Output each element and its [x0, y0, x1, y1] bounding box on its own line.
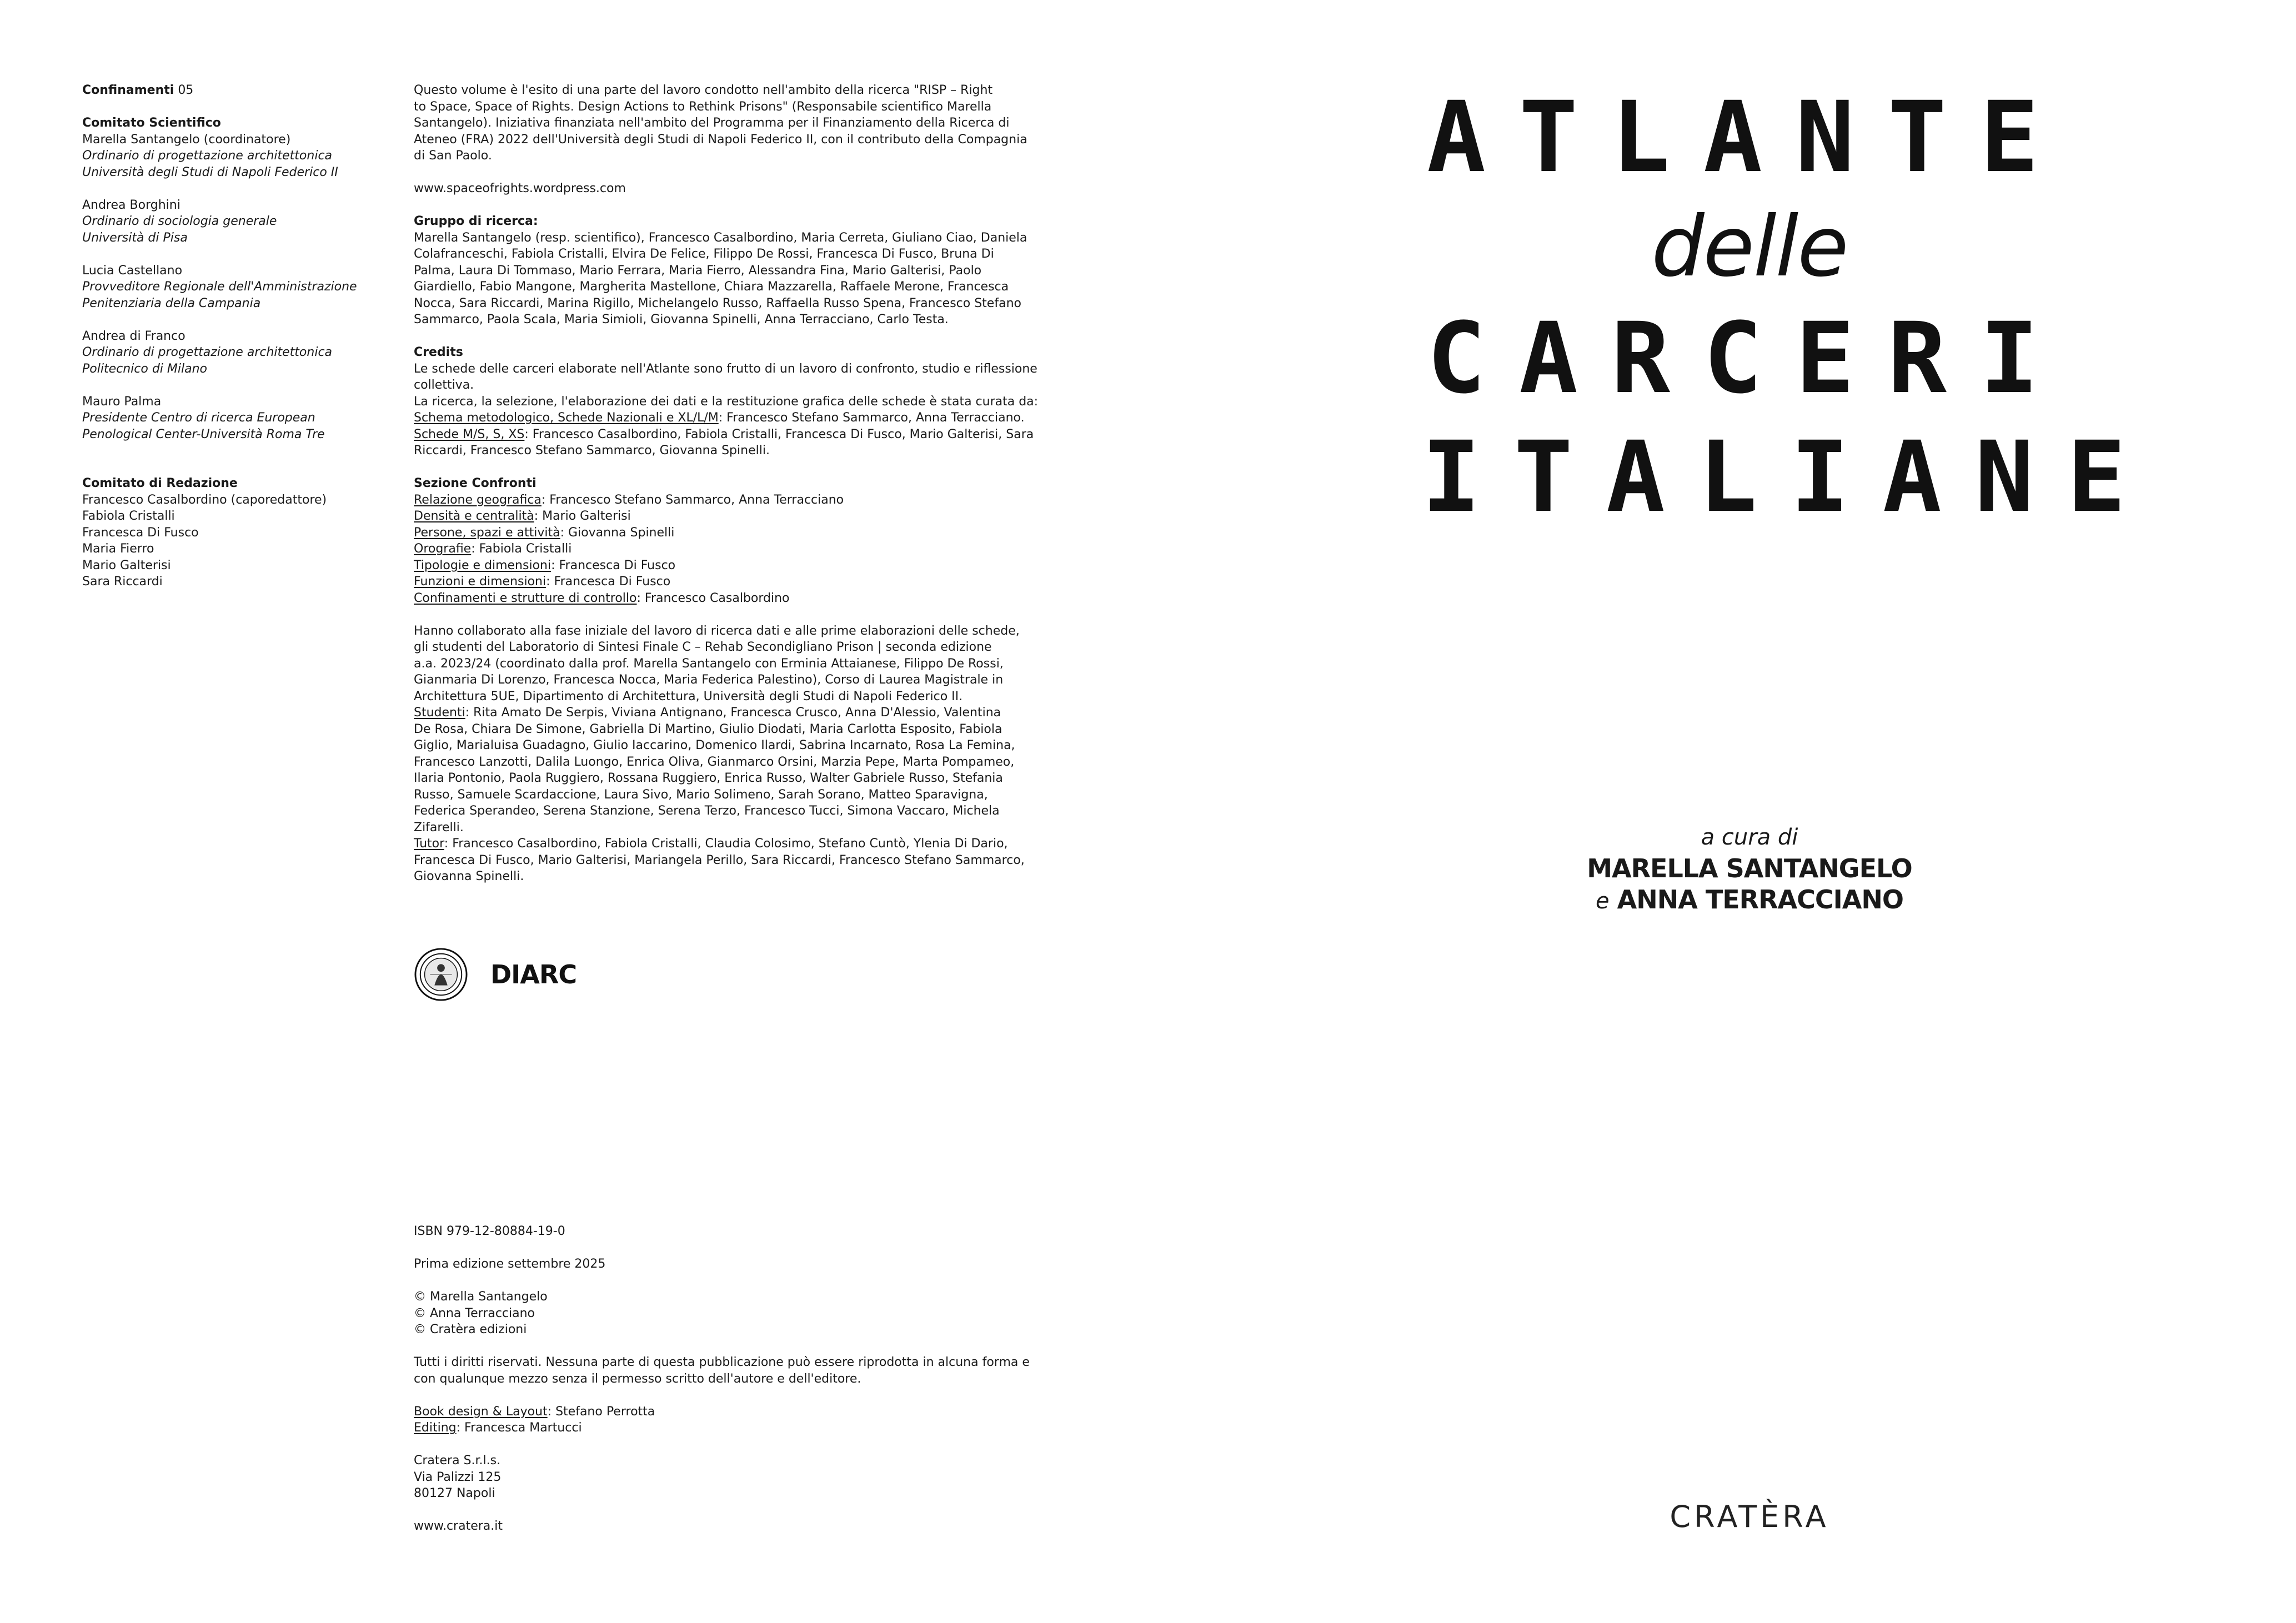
curators — [1500, 822, 1999, 917]
text-line: Russo, Samuele Scardaccione, Laura Sivo, Mario Solimeno, Sarah Sorano, Matteo Sparavigna, — [414, 787, 988, 802]
confronti-label: Persone, spazi e attività — [414, 525, 560, 540]
member-role: Penological Center-Università Roma Tre — [82, 427, 325, 441]
member-role: Provveditore Regionale dell'Amministrazione — [82, 280, 357, 294]
credits-column — [414, 82, 1052, 885]
confronti-text: : Giovanna Spinelli — [560, 525, 675, 540]
confronti-text: : Francesco Casalbordino — [636, 591, 790, 605]
edition: Prima edizione settembre 2025 — [414, 1257, 606, 1271]
credit-role — [414, 410, 1052, 426]
copyright-line: © Marella Santangelo — [414, 1290, 548, 1304]
confronti-item — [414, 541, 1052, 557]
credits-section — [414, 344, 1052, 459]
committee-column — [82, 82, 382, 590]
credit-role — [414, 426, 1052, 443]
address-line: Cratera S.r.l.s. — [414, 1454, 501, 1468]
text-line: Francesco Lanzotti, Dalila Luongo, Enrica Oliva, Gianmarco Orsini, Marzia Pepe, Marta Pompameo, — [414, 755, 1015, 769]
tutor-label: Tutor — [414, 837, 444, 851]
text-line: La ricerca, la selezione, l'elaborazione dei dati e la restituzione grafica delle schede è stata curata da: — [414, 394, 1039, 409]
text-line: Federica Sperandeo, Serena Stanzione, Serena Terzo, Francesco Tucci, Simona Vaccaro, Michela — [414, 804, 1000, 818]
confronti-label: Tipologie e dimensioni — [414, 558, 552, 572]
credit-role-text: : Francesco Stefano Sammarco, Anna Terracciano. — [718, 411, 1025, 425]
editorial-member: Francesca Di Fusco — [82, 525, 199, 540]
students-label: Studenti — [414, 706, 465, 720]
editorial-member: Mario Galterisi — [82, 558, 171, 572]
editorial-member: Francesco Casalbordino (caporedattore) — [82, 493, 327, 507]
address-line: Via Palizzi 125 — [414, 1470, 502, 1484]
credit-role-label: Schema metodologico, Schede Nazionali e XL/L/M — [414, 411, 719, 425]
confronti-label: Confinamenti e strutture di controllo — [414, 591, 637, 605]
project-website-link[interactable]: www.spaceofrights.wordpress.com — [414, 182, 626, 195]
member-name: Mauro Palma — [82, 394, 162, 409]
text-line: Santangelo). Iniziativa finanziata nell'ambito del Programma per il Finanziamento della Ricerca di — [414, 116, 1010, 130]
confronti-item — [414, 557, 1052, 574]
publisher-website-link[interactable]: www.cratera.it — [414, 1519, 503, 1533]
text-line: to Space, Space of Rights. Design Actions to Rethink Prisons" (Responsabile scientifico Marella — [414, 99, 992, 114]
research-group — [414, 213, 1052, 328]
design-line — [414, 1404, 1052, 1420]
university-seal-icon — [414, 947, 468, 1002]
confronti-item — [414, 525, 1052, 541]
text-line: Hanno collaborato alla fase iniziale del lavoro di ricerca dati e alle prime elaborazioni delle schede, — [414, 624, 1020, 638]
text-line: Giovanna Spinelli. — [414, 870, 524, 883]
member-role: Università di Pisa — [82, 230, 188, 245]
text-line: di San Paolo. — [414, 149, 492, 163]
text-line: Nocca, Sara Riccardi, Marina Rigillo, Michelangelo Russo, Raffaella Russo Spena, Francesco Stefano — [414, 296, 1021, 310]
title-line-delle: delle — [1651, 199, 1848, 295]
committee-member — [82, 328, 382, 378]
text-line: Architettura 5UE, Dipartimento di Architettura, Università degli Studi di Napoli Federico II. — [414, 689, 963, 704]
copyright-line: © Anna Terracciano — [414, 1306, 535, 1320]
book-title — [1422, 81, 2159, 534]
address-line: 80127 Napoli — [414, 1486, 495, 1500]
member-name: Andrea Borghini — [82, 198, 181, 212]
series-label: Confinamenti — [82, 83, 174, 97]
text-line: Gianmaria Di Lorenzo, Francesca Nocca, Maria Federica Palestino), Corso di Laurea Magistrale in — [414, 673, 1004, 687]
text-line: Giardiello, Fabio Mangone, Margherita Mastellone, Chiara Mazzarella, Raffaele Merone, Francesca — [414, 280, 1009, 294]
copyright-line: © Cratèra edizioni — [414, 1323, 527, 1336]
students-line — [414, 705, 1052, 721]
confronti-label: Orografie — [414, 542, 472, 556]
intro-paragraph — [414, 82, 1052, 164]
text-line: : Francesco Casalbordino, Fabiola Cristalli, Claudia Colosimo, Stefano Cuntò, Ylenia Di Dario, — [444, 837, 1008, 851]
credit-role-text: : Francesco Casalbordino, Fabiola Cristalli, Francesca Di Fusco, Mario Galterisi, Sara — [524, 427, 1034, 441]
member-name: Marella Santangelo (coordinatore) — [82, 132, 291, 147]
design-text: : Stefano Perrotta — [547, 1404, 655, 1419]
title-line-atlante: ATLANTE — [1427, 81, 2072, 194]
text-line: gli studenti del Laboratorio di Sintesi Finale C – Rehab Secondigliano Prison | seconda edizione — [414, 640, 992, 654]
committee-member — [82, 394, 382, 443]
text-line: con qualunque mezzo senza il permesso scritto dell'autore e dell'editore. — [414, 1371, 861, 1386]
text-line: a.a. 2023/24 (coordinato dalla prof. Marella Santangelo con Erminia Attaianese, Filippo De Rossi, — [414, 656, 1004, 671]
member-role: Penitenziaria della Campania — [82, 296, 261, 310]
rights-notice — [414, 1354, 1052, 1387]
text-line: Palma, Laura Di Tommaso, Mario Ferrara, Maria Fierro, Alessandra Fina, Mario Galterisi, Paolo — [414, 263, 982, 278]
editorial-member: Fabiola Cristalli — [82, 509, 175, 523]
tutor-line — [414, 836, 1052, 852]
curator-name: MARELLA SANTANGELO — [1587, 853, 1912, 883]
confronti-text: : Francesca Di Fusco — [551, 558, 676, 572]
text-line: : Rita Amato De Serpis, Viviana Antignano, Francesca Crusco, Anna D'Alessio, Valentina — [465, 706, 1001, 720]
text-line: De Rosa, Chiara De Simone, Gabriella Di Martino, Giulio Diodati, Maria Carlotta Esposito, Fabiola — [414, 722, 1002, 736]
text-line: Marella Santangelo (resp. scientifico), Francesco Casalbordino, Maria Cerreta, Giuliano Ciao, Daniela — [414, 230, 1027, 245]
confronti-section — [414, 475, 1052, 606]
credits-heading: Credits — [414, 345, 463, 359]
title-line-carceri: CARCERI — [1427, 302, 2072, 415]
series-line — [82, 82, 382, 99]
confronti-item — [414, 590, 1052, 607]
design-label: Book design & Layout — [414, 1404, 548, 1419]
committee-member — [82, 197, 382, 247]
member-role: Politecnico di Milano — [82, 361, 207, 376]
member-role: Ordinario di sociologia generale — [82, 214, 277, 228]
text-line: Riccardi, Francesco Stefano Sammarco, Giovanna Spinelli. — [414, 444, 770, 458]
editing-label: Editing — [414, 1421, 457, 1435]
text-line: Le schede delle carceri elaborate nell'Atlante sono frutto di un lavoro di confronto, studio e riflessione — [414, 361, 1037, 376]
scientific-committee — [82, 115, 382, 180]
confronti-item — [414, 574, 1052, 590]
confronti-heading: Sezione Confronti — [414, 476, 537, 490]
member-name: Andrea di Franco — [82, 329, 186, 343]
member-role: Presidente Centro di ricerca European — [82, 411, 315, 425]
editorial-member: Maria Fierro — [82, 542, 154, 556]
scientific-heading: Comitato Scientifico — [82, 116, 221, 130]
diarc-logo: DIARC — [490, 959, 577, 989]
text-line: Tutti i diritti riservati. Nessuna parte di questa pubblicazione può essere riprodotta in alcuna forma e — [414, 1355, 1030, 1369]
publisher-logo: CRATÈRA — [1670, 1499, 1829, 1534]
publisher-address — [414, 1453, 1052, 1502]
colophon — [414, 1223, 1052, 1535]
editorial-member: Sara Riccardi — [82, 575, 163, 589]
member-role: Ordinario di progettazione architettonica — [82, 149, 333, 163]
curator-name: ANNA TERRACCIANO — [1617, 885, 1903, 914]
credit-role-label: Schede M/S, S, XS — [414, 427, 525, 441]
confronti-item — [414, 508, 1052, 525]
confronti-label: Funzioni e dimensioni — [414, 575, 547, 589]
isbn: ISBN 979-12-80884-19-0 — [414, 1224, 565, 1238]
member-role: Ordinario di progettazione architettonica — [82, 345, 333, 359]
text-line: Zifarelli. — [414, 820, 464, 835]
member-name: Lucia Castellano — [82, 263, 183, 278]
text-line: Giglio, Marialuisa Guadagno, Giulio Iaccarino, Domenico Ilardi, Sabrina Incarnato, Rosa La Femina, — [414, 738, 1015, 752]
confronti-item — [414, 492, 1052, 509]
confronti-text: : Mario Galterisi — [534, 509, 631, 523]
confronti-text: : Francesco Stefano Sammarco, Anna Terracciano — [541, 493, 844, 507]
design-credits — [414, 1404, 1052, 1436]
confronti-text: : Fabiola Cristalli — [471, 542, 572, 556]
collaborators-section — [414, 623, 1052, 885]
confronti-label: Relazione geografica — [414, 493, 542, 507]
text-line: Sammarco, Paola Scala, Maria Simioli, Giovanna Spinelli, Anna Terracciano, Carlo Testa. — [414, 313, 949, 326]
text-line: Ilaria Pontonio, Paola Ruggiero, Rossana Ruggiero, Enrica Russo, Walter Gabriele Russo, Stefania — [414, 771, 1003, 785]
institution-logos — [414, 947, 576, 1002]
member-role: Università degli Studi di Napoli Federico II — [82, 165, 338, 179]
text-line: Questo volume è l'esito di una parte del lavoro condotto nell'ambito della ricerca "RISP – Right — [414, 83, 993, 97]
series-number: 05 — [178, 83, 194, 97]
curator-conjunction: e — [1596, 888, 1609, 914]
editorial-heading: Comitato di Redazione — [82, 476, 238, 490]
confronti-text: : Francesca Di Fusco — [546, 575, 671, 589]
editing-line — [414, 1420, 1052, 1436]
text-line: collettiva. — [414, 378, 474, 392]
title-line-italiane: ITALIANE — [1422, 420, 2159, 534]
editorial-committee — [82, 475, 382, 590]
committee-member — [82, 263, 382, 312]
copyrights — [414, 1289, 1052, 1338]
confronti-label: Densità e centralità — [414, 509, 534, 523]
text-line: Francesca Di Fusco, Mario Galterisi, Mariangela Perillo, Sara Riccardi, Francesco Stefano Sammarco, — [414, 853, 1025, 867]
group-heading: Gruppo di ricerca: — [414, 214, 538, 228]
curator-intro: a cura di — [1701, 825, 1798, 850]
text-line: Ateneo (FRA) 2022 dell'Università degli Studi di Napoli Federico II, con il contributo della Compagnia — [414, 132, 1027, 147]
editing-text: : Francesca Martucci — [456, 1421, 582, 1435]
text-line: Colafranceschi, Fabiola Cristalli, Elvira De Felice, Filippo De Rossi, Francesca Di Fusco, Bruna Di — [414, 247, 994, 261]
